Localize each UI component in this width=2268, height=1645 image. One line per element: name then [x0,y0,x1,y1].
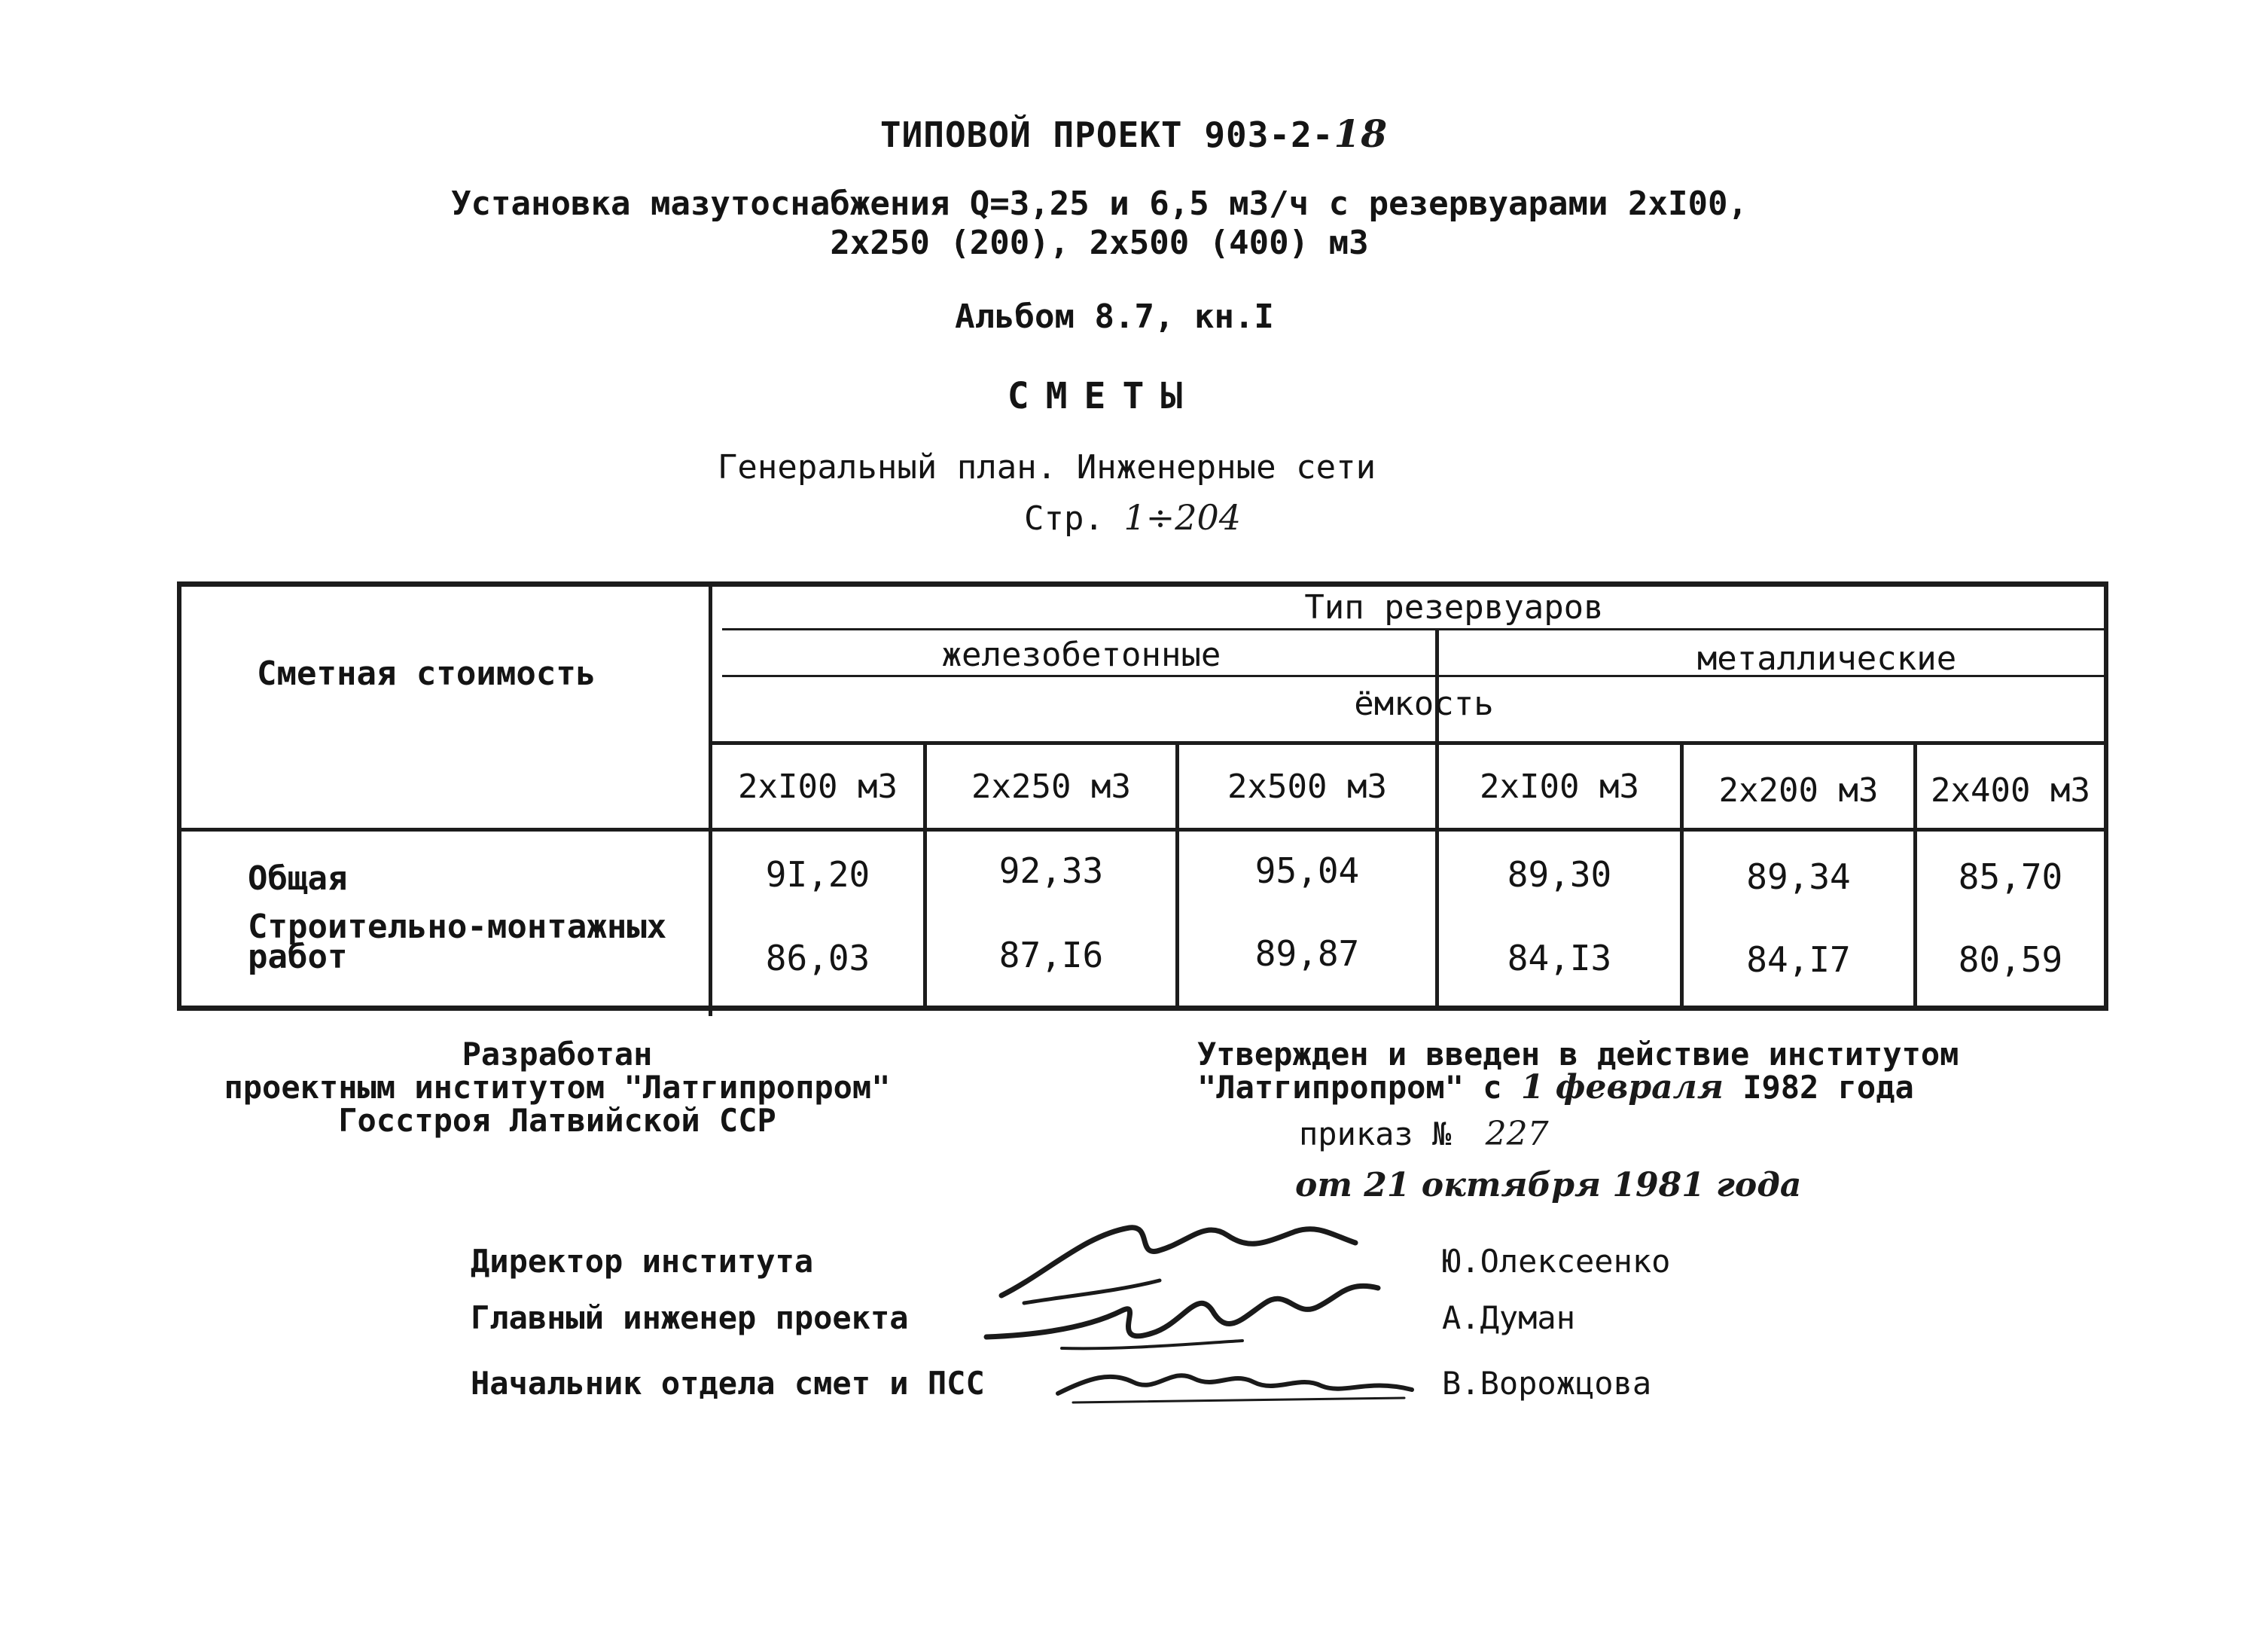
developed-by-line-3: Госстроя Латвийской ССР [338,1102,776,1139]
table-cell: 86,03 [765,938,870,978]
pages-line [1024,497,1241,538]
column-header: 2х400 м3 [1931,771,2090,810]
capacity-header: ёмкость [1354,685,1494,723]
order-number-handwritten: 227 [1485,1115,1549,1153]
developed-by-line-2: проектным институтом "Латгипропром" [224,1069,891,1106]
installation-title [346,185,1852,263]
column-header: 2х500 м3 [1227,768,1387,806]
signature-name-director: Ю.Олексеенко [1442,1243,1671,1280]
row-label-line-1: Строительно-монтажных [248,908,667,946]
table-cell: 80,59 [1958,939,2063,980]
head-estimates-signature [1050,1348,1427,1416]
approval-line-2-prefix: "Латгипропром" с [1197,1069,1502,1106]
order-date-handwritten: от 21 октября 1981 года [1295,1166,1802,1204]
signature-name-head-estimates: В.Ворожцова [1442,1365,1652,1402]
signature-role-head-estimates: Начальник отдела смет и ПСС [471,1365,985,1402]
column-header: 2хI00 м3 [1480,768,1639,806]
table-cell: 89,87 [1254,933,1360,974]
subgroup-metal: металлические [1696,639,1957,678]
subgroup-reinforced-concrete: железобетонные [941,636,1221,674]
table-cell: 87,I6 [998,935,1104,975]
installation-line-1: Установка мазутоснабжения Q=3,25 и 6,5 м3/ч с резервуарами 2хI00, [451,185,1748,223]
row-label-line-2: работ [248,938,348,976]
approval-line-1: Утвержден и введен в действие институтом [1197,1036,1959,1073]
pages-handwritten: 1÷204 [1123,497,1242,538]
pages-prefix: Стр. [1024,499,1104,538]
group-header: Тип резервуаров [1304,588,1604,627]
column-header: 2х250 м3 [971,768,1131,806]
album-line: Альбом 8.7, кн.I [955,298,1274,336]
table-cell: 89,34 [1746,856,1851,897]
order-prefix: приказ № [1299,1115,1452,1152]
installation-line-2: 2х250 (200), 2х500 (400) м3 [830,224,1369,262]
developed-by-line-1: Разработан [462,1036,653,1073]
table-cell: 95,04 [1254,850,1360,891]
approval-block [1197,1038,1959,1104]
table-cell: 84,I3 [1507,938,1612,978]
signature-name-chief-engineer: А.Думан [1442,1299,1576,1336]
cost-table [177,581,2108,1011]
row-label-construction [248,908,667,976]
table-cell: 84,I7 [1746,939,1851,980]
column-header: 2х200 м3 [1718,771,1879,810]
project-title [0,111,2268,156]
approval-line-2-suffix: I982 года [1742,1069,1914,1106]
doc-type-title: СМЕТЫ [1007,375,1200,417]
project-prefix: ТИПОВОЙ ПРОЕКТ 903-2- [879,114,1334,155]
developed-by-block [181,1038,934,1137]
subject-line: Генеральный план. Инженерные сети [717,448,1376,487]
row-header: Сметная стоимость [257,655,596,693]
project-number-handwritten: 18 [1334,111,1389,156]
column-header: 2хI00 м3 [738,768,898,806]
signature-role-director: Директор института [471,1243,814,1280]
table-divider [181,828,2104,832]
order-line [1299,1115,1549,1153]
table-cell: 89,30 [1507,854,1612,895]
table-cell: 92,33 [998,850,1104,891]
signature-role-chief-engineer: Главный инженер проекта [471,1299,909,1336]
row-label-total: Общая [248,859,348,898]
table-cell: 85,70 [1958,856,2063,897]
table-cell: 9I,20 [765,854,870,895]
approval-line-2 [1197,1068,1959,1106]
table-divider [709,741,2104,745]
table-divider [722,628,2108,630]
approval-date-handwritten: 1 февраля [1520,1068,1724,1106]
